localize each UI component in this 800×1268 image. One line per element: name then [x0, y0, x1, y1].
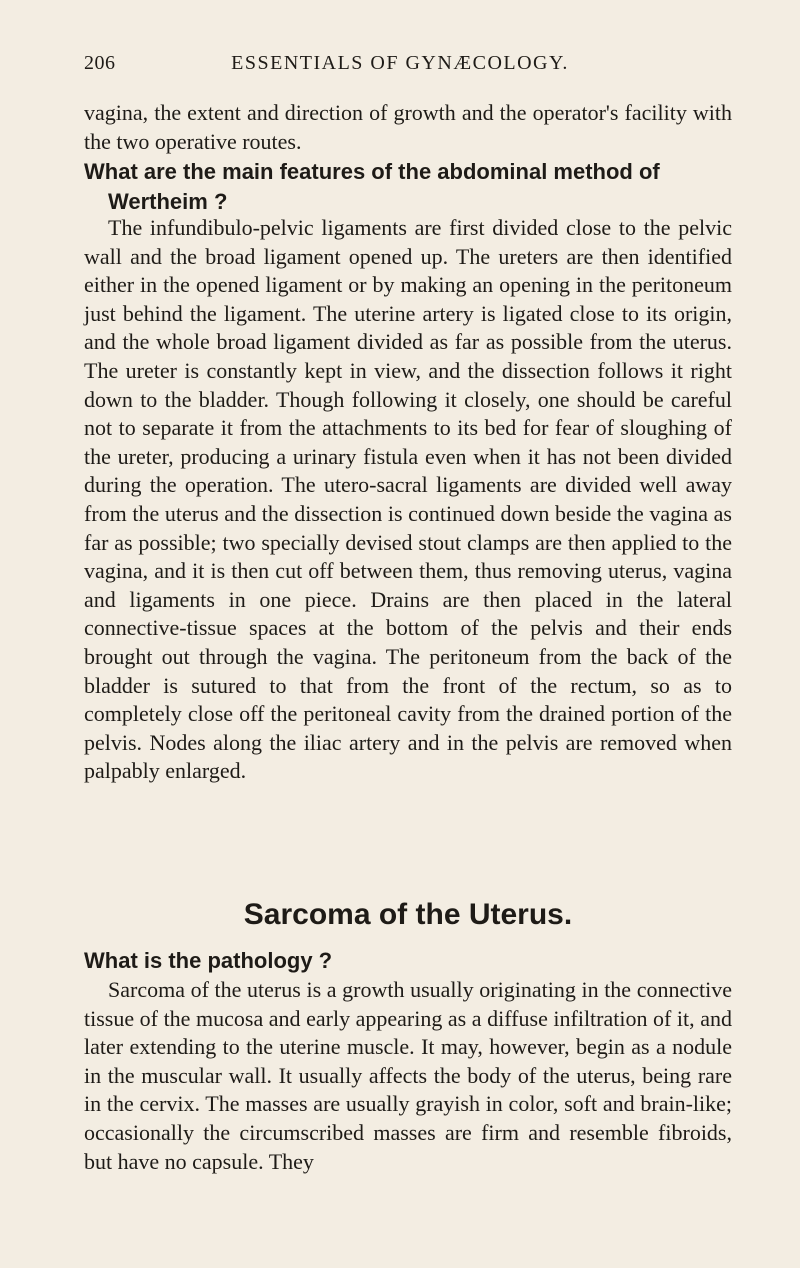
intro-paragraph: vagina, the extent and direction of growth and the operator's facility with the two operative routes. [84, 100, 732, 154]
question-heading-wertheim [84, 157, 732, 217]
question-line-2: Wertheim ? [108, 189, 228, 214]
question-heading-pathology: What is the pathology ? [84, 948, 333, 973]
answer-paragraph-wertheim: The infundibulo-pelvic ligaments are first divided close to the pelvic wall and the broad ligament opened up. The ureters are then identified either in the opened ligament or by making an opening in the peritoneum just behind the ligament. The uterine artery is ligated close to its origin, and the whole broad ligament divided as far as possible from the uterus. The ureter is constantly kept in view, and the dissection follows it right down to the bladder. Though following it closely, one should be careful not to separate it from the attachments to its bed for fear of sloughing of the ureter, producing a urinary fistula even when it has not been divided during the operation. The utero-sacral ligaments are divided well away from the uterus and the dissection is continued down beside the vagina as far as possible; two specially devised stout clamps are then applied to the vagina, and it is then cut off between them, thus removing uterus, vagina and ligaments in one piece. Drains are then placed in the lateral connective-tissue spaces at the bottom of the pelvis and their ends brought out through the vagina. The peritoneum from the back of the bladder is sutured to that from the front of the rectum, so as to completely close off the peritoneal cavity from the drained portion of the pelvis. Nodes along the iliac artery and in the pelvis are removed when palpably enlarged. [84, 215, 732, 784]
page-number: 206 [84, 52, 116, 74]
page-header [84, 52, 716, 82]
section-title: Sarcoma of the Uterus. [243, 898, 573, 931]
running-title: ESSENTIALS OF GYNÆCOLOGY. [231, 52, 569, 74]
question-line-1: What are the main features of the abdominal method of [84, 159, 660, 184]
answer-paragraph-pathology: Sarcoma of the uterus is a growth usually originating in the connective tissue of the mucosa and early appearing as a diffuse infiltration of it, and later extending to the uterine muscle. It may, however, begin as a nodule in the muscular wall. It usually affects the body of the uterus, being rare in the cervix. The masses are usually grayish in color, soft and brain-like; occasionally the circumscribed masses are firm and resemble fibroids, but have no capsule. They [84, 977, 732, 1174]
